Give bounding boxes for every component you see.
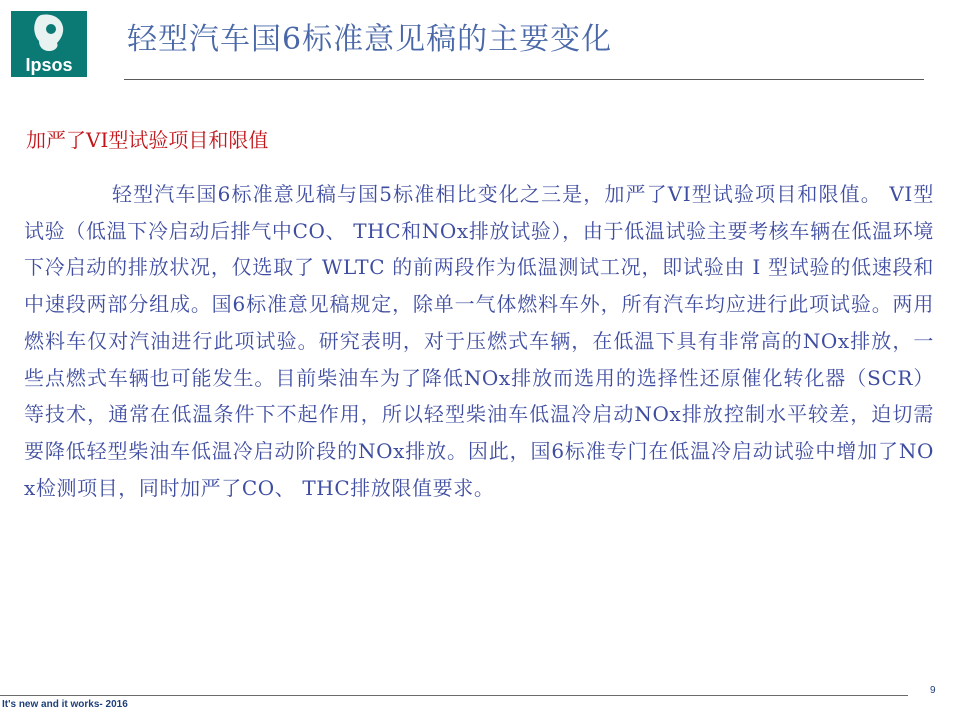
footer-divider (0, 695, 908, 696)
ipsos-logo-mark (11, 11, 87, 77)
ipsos-logo (11, 11, 87, 77)
slide-title: 轻型汽车国6标准意见稿的主要变化 (127, 22, 613, 57)
page-number: 9 (930, 685, 936, 696)
title-divider (124, 79, 924, 80)
body-paragraph: 轻型汽车国6标准意见稿与国5标准相比变化之三是，加严了VI型试验项目和限值。 VI型试验（低温下冷启动后排气中CO、 THC和NOx排放试验），由于低温试验主要考核车辆在低温环境下冷启动的排放状况，仅选取了 WLTC 的前两段作为低温测试工况，即试验由 I 型试验的低速段和中速段两部分组成。国6标准意见稿规定，除单一气体燃料车外，所有汽车均应进行此项试验。两用燃料车仅对汽油进行此项试验。研究表明，对于压燃式车辆，在低温下具有非常高的NOx排放，一些点燃式车辆也可能发生。目前柴油车为了降低NOx排放而选用的选择性还原催化转化器（SCR）等技术，通常在低温条件下不起作用，所以轻型柴油车低温冷启动NOx排放控制水平较差，迫切需要降低轻型柴油车低温冷启动阶段的NOx排放。因此，国6标准专门在低温冷启动试验中增加了NOx检测项目，同时加严了CO、 THC排放限值要求。 (24, 182, 934, 500)
section-heading: 加严了VI型试验项目和限值 (26, 128, 269, 152)
footer-tagline: It's new and it works- 2016 (2, 699, 128, 710)
logo-text: Ipsos (25, 55, 73, 75)
